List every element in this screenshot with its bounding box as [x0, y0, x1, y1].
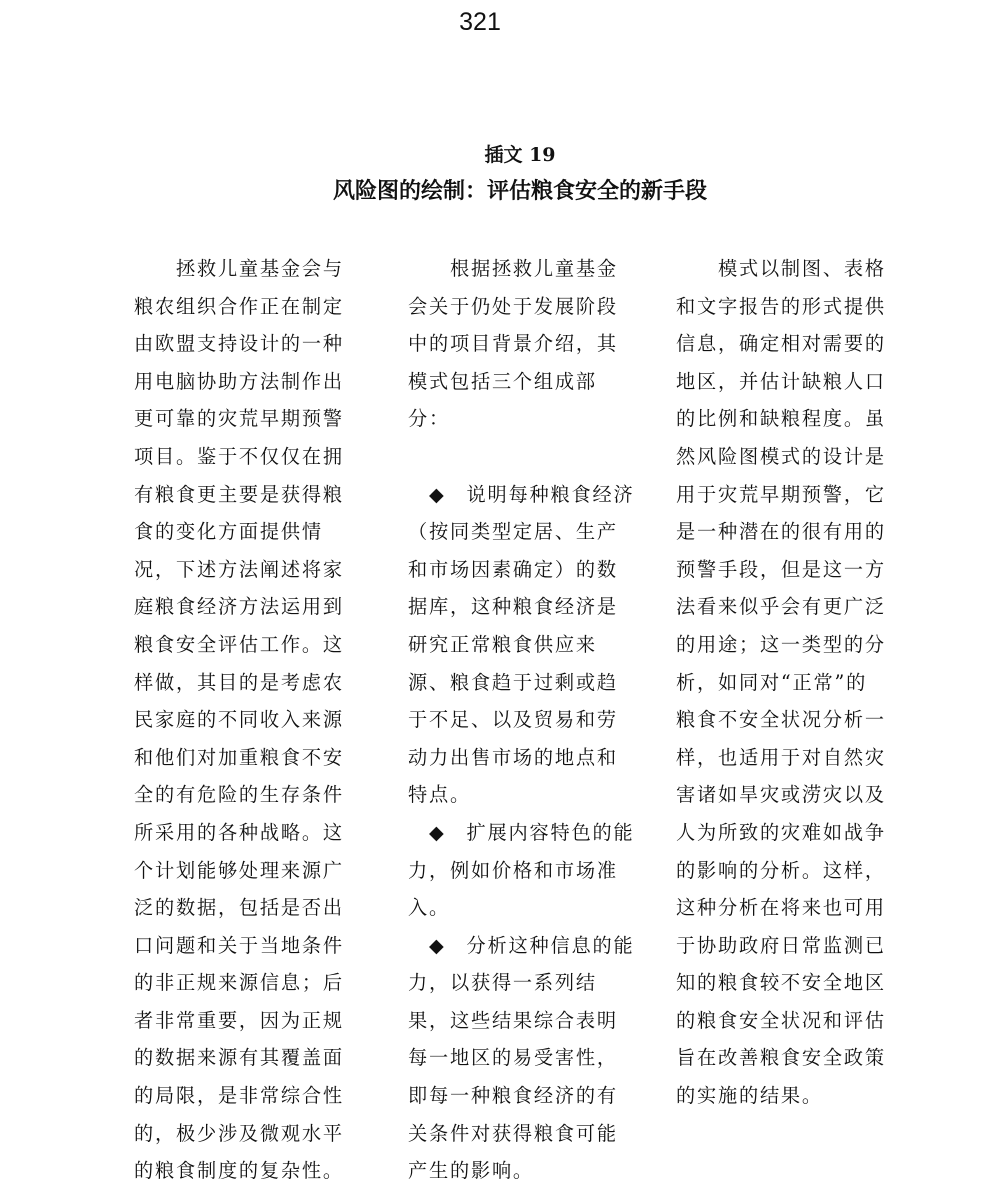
text-column-middle: [408, 250, 640, 1190]
text-line: 更可靠的灾荒早期预警: [134, 407, 344, 431]
text-line: ◆ 说明每种粮食经济: [408, 482, 635, 506]
text-line: 的非正规来源信息；后: [134, 971, 344, 995]
text-line: 力，例如价格和市场准: [408, 858, 618, 882]
text-line: 况，下述方法阐述将家: [134, 557, 344, 581]
text-line: 的数据来源有其覆盖面: [134, 1046, 344, 1070]
text-line: 分：: [408, 407, 450, 431]
text-line: 食的变化方面提供情: [134, 520, 323, 544]
text-line: 粮食安全评估工作。这: [134, 632, 344, 656]
text-line: 预警手段，但是这一方: [676, 557, 886, 581]
text-line: 庭粮食经济方法运用到: [134, 595, 344, 619]
text-line: 样做，其目的是考虑农: [134, 670, 344, 694]
text-line: 和他们对加重粮食不安: [134, 745, 344, 769]
text-line: 根据拯救儿童基金: [408, 257, 618, 280]
text-line: 泛的数据，包括是否出: [134, 896, 344, 920]
text-line: 的局限，是非常综合性: [134, 1084, 344, 1108]
text-line: 的比例和缺粮程度。虽: [676, 407, 886, 431]
box-label: 插文 19: [484, 144, 556, 166]
text-line: 析，如同对“正常”的: [676, 670, 868, 694]
blank-line: [408, 438, 640, 476]
text-line: 模式以制图、表格: [676, 257, 886, 280]
text-line: 者非常重要，因为正规: [134, 1008, 344, 1032]
box-title: 风险图的绘制：评估粮食安全的新手段: [332, 179, 707, 204]
text-line: （按同类型定居、生产: [408, 520, 618, 544]
text-line: 粮食不安全状况分析一: [676, 708, 886, 732]
text-column-right: [676, 250, 908, 1115]
text-line: 的，极少涉及微观水平: [134, 1121, 344, 1145]
text-line: 的影响的分析。这样，: [676, 858, 886, 882]
text-line: 有粮食更主要是获得粮: [134, 482, 344, 506]
text-line: 法看来似乎会有更广泛: [676, 595, 886, 619]
text-line: ◆ 扩展内容特色的能: [408, 820, 635, 844]
text-line: 口问题和关于当地条件: [134, 933, 344, 957]
text-line: 所采用的各种战略。这: [134, 820, 344, 844]
text-line: 据库，这种粮食经济是: [408, 595, 618, 619]
text-line: 项目。鉴于不仅仅在拥: [134, 444, 344, 468]
text-line: 知的粮食较不安全地区: [676, 971, 886, 995]
text-line: 用电脑协助方法制作出: [134, 369, 344, 393]
text-line: 拯救儿童基金会与: [134, 257, 344, 280]
page-number: 321: [459, 8, 501, 36]
text-line: 用于灾荒早期预警，它: [676, 482, 886, 506]
text-line: 果，这些结果综合表明: [408, 1008, 618, 1032]
text-line: ◆ 分析这种信息的能: [408, 933, 635, 957]
text-line: 会关于仍处于发展阶段: [408, 294, 618, 318]
text-line: 民家庭的不同收入来源: [134, 708, 344, 732]
text-line: 每一地区的易受害性，: [408, 1046, 618, 1070]
text-line: 全的有危险的生存条件: [134, 783, 344, 807]
text-line: 和文字报告的形式提供: [676, 294, 886, 318]
text-line: 由欧盟支持设计的一种: [134, 332, 344, 356]
text-column-left: [134, 250, 366, 1190]
text-line: 和市场因素确定）的数: [408, 557, 618, 581]
text-line: 即每一种粮食经济的有: [408, 1084, 618, 1108]
text-line: 的粮食安全状况和评估: [676, 1008, 886, 1032]
text-line: 于不足、以及贸易和劳: [408, 708, 618, 732]
text-line: 是一种潜在的很有用的: [676, 520, 886, 544]
text-line: 动力出售市场的地点和: [408, 745, 618, 769]
text-line: 中的项目背景介绍，其: [408, 332, 618, 356]
text-line: 产生的影响。: [408, 1159, 534, 1183]
text-line: 的用途；这一类型的分: [676, 632, 886, 656]
text-line: 力，以获得一系列结: [408, 971, 597, 995]
text-line: 然风险图模式的设计是: [676, 444, 886, 468]
text-line: 旨在改善粮食安全政策: [676, 1046, 886, 1070]
text-line: 于协助政府日常监测已: [676, 933, 886, 957]
text-line: 模式包括三个组成部: [408, 369, 597, 393]
text-line: 的粮食制度的复杂性。: [134, 1159, 344, 1183]
text-line: 粮农组织合作正在制定: [134, 294, 344, 318]
text-line: 害诸如旱灾或涝灾以及: [676, 783, 886, 807]
text-line: 的实施的结果。: [676, 1084, 823, 1108]
text-line: 入。: [408, 896, 450, 920]
text-line: 这种分析在将来也可用: [676, 896, 886, 920]
text-line: 样，也适用于对自然灾: [676, 745, 886, 769]
text-line: 人为所致的灾难如战争: [676, 820, 886, 844]
text-line: 特点。: [408, 783, 471, 807]
text-line: 信息，确定相对需要的: [676, 332, 886, 356]
text-line: 关条件对获得粮食可能: [408, 1121, 618, 1145]
text-line: 源、粮食趋于过剩或趋: [408, 670, 618, 694]
text-line: 地区，并估计缺粮人口: [676, 369, 886, 393]
text-line: 研究正常粮食供应来: [408, 632, 597, 656]
text-line: 个计划能够处理来源广: [134, 858, 344, 882]
